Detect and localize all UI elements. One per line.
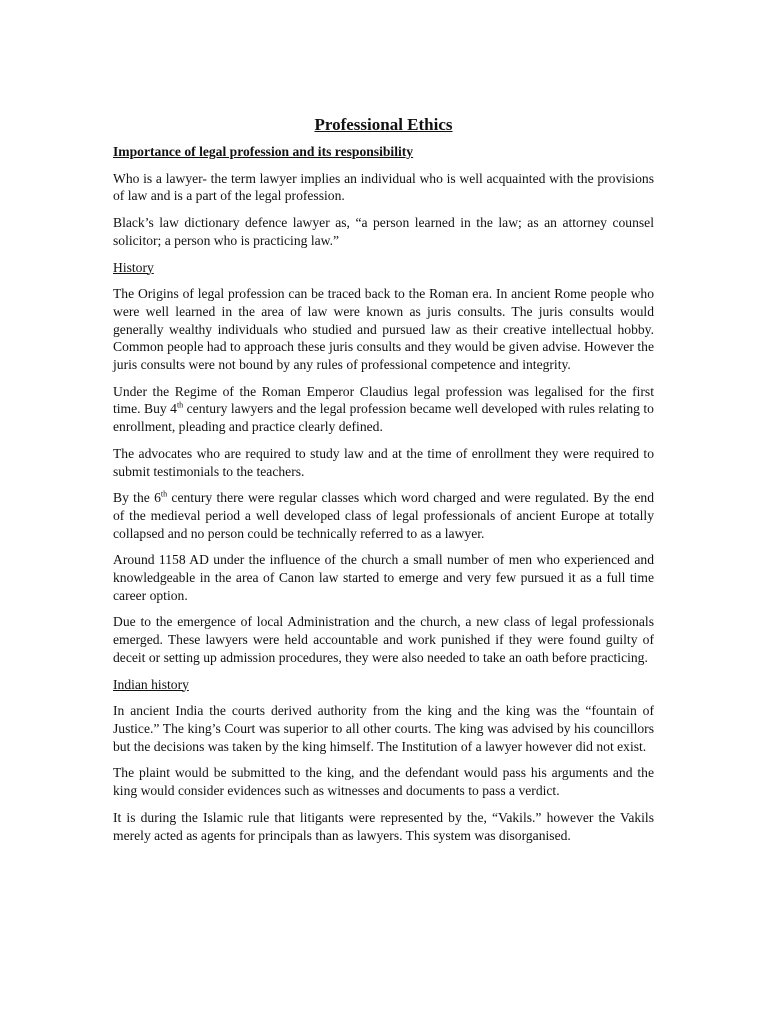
superscript-th: th (176, 400, 184, 410)
document-title: Professional Ethics (314, 115, 453, 134)
paragraph-sixth-text-start: By the 6 (113, 490, 161, 506)
paragraph-islamic-rule: It is during the Islamic rule that litigants were represented by the, “Vakils.” however the Vakils merely acted as agents for principals than as lawyers. This system was disorganised. (113, 809, 654, 843)
paragraph-sixth-text-end: century there were regular classes which word charged and were regulated. By the end of the medieval period a well developed class of legal professionals of ancient Europe at totally collapsed and no person could be technically referred to as a lawyer. (113, 490, 654, 541)
paragraph-1158-ad: Around 1158 AD under the influence of the church a small number of men who experienced and knowledgeable in the area of Canon law started to emerge and very few pursued it as a full time career option. (113, 552, 654, 603)
paragraph-sixth-century (113, 489, 654, 542)
superscript-th: th (160, 489, 168, 499)
paragraph-blacks-dictionary: Black’s law dictionary defence lawyer as, “a person learned in the law; as an attorney counsel solicitor; a person who is practicing law.” (113, 215, 654, 248)
paragraph-lawyer-definition: Who is a lawyer- the term lawyer implies an individual who is well acquainted with the provisions of law and is a part of the legal profession. (113, 170, 654, 204)
paragraph-plaint: The plaint would be submitted to the king, and the defendant would pass his arguments and the king would consider evidences such as witnesses and documents to pass a verdict. (113, 765, 654, 799)
paragraph-ancient-india: In ancient India the courts derived authority from the king and the king was the “fountain of Justice.” The king’s Court was superior to all other courts. The king was advised by his councillors but the decisions was taken by the king himself. The Institution of a lawyer however did not exist. (113, 703, 654, 754)
paragraph-advocates: The advocates who are required to study law and at the time of enrollment they were required to submit testimonials to the teachers. (113, 445, 654, 479)
paragraph-emergence: Due to the emergence of local Administration and the church, a new class of legal professionals emerged. These lawyers were held accountable and work punished if they were found guilty of deceit or setting up admission procedures, they were also needed to take an oath before practicing. (113, 614, 654, 665)
paragraph-origins: The Origins of legal profession can be traced back to the Roman era. In ancient Rome people who were well learned in the area of law were known as juris consults. The juris consults would generally wealthy individuals who studied and pursued law as their creative intellectual hobby. Common people had to approach these juris consults and they would be given advise. However the juris consults were not bound by any rules of professional competence and integrity. (113, 286, 654, 373)
section-heading-indian-history: Indian history (113, 676, 189, 692)
paragraph-claudius-text-end: century lawyers and the legal profession became well developed with rules relating to enrollment, pleading and practice clearly defined. (113, 401, 654, 435)
section-heading-importance: Importance of legal profession and its responsibility (113, 144, 414, 159)
section-heading-history: History (113, 259, 154, 275)
document-page (113, 112, 654, 853)
paragraph-claudius (113, 383, 654, 436)
paragraph-claudius-text-start: Under the Regime of the Roman Emperor Claudius legal profession was legalised for the first time. Buy 4 (113, 383, 654, 417)
